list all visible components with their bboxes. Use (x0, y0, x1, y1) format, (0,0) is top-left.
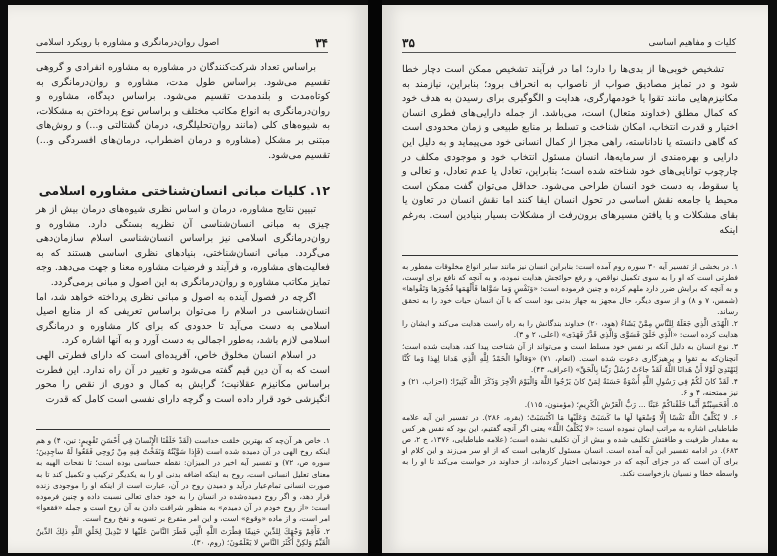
right-page-header (402, 35, 736, 51)
right-page (382, 5, 768, 553)
right-footnote-5: ۵. أَفَحَسِبْتُمْ أَنَّما خَلَقْناكُمْ عَبَثًا ... رَبُّ الْعَرْشِ الْكَرِيمِ؛ (مؤمنون، ۱۱۵). (524, 400, 738, 410)
right-footnote-rule (402, 255, 738, 256)
right-paragraph: تشخیص خوبی‌ها از بدی‌ها را دارد؛ اما در فرآیند تشخیص ممکن است دچار خطا شود و در تمایز مصادیق صواب از ناصواب به انحراف برود؛ بنابراین، نیازمند به مکانیزم‌هایی مانند تقوا یا خودمهارگری، هدایت و الگوگیری برای رسیدن به هدف خود که کمال مطلق (خداوند متعال) است، می‌باشد. از جمله دارایی‌های فطری انسان اختیار و قدرت انتخاب، امکان شناخت و تسلط بر منابع طبیعی و زمان محدودی است که گاهی دانسته یا ناداناسته، راهی مجزا از کمال انسانی خود می‌پیماید و به دلیل این دارایی و بهره‌مندی از سرمایه‌ها، انسان مسئول انتخاب خود و موجودی مکلف در چارچوب توانایی‌های خود شناخته شده است؛ بنابراین، تعادل یا عدم تعادل، و تعالی و یا سقوط، به دست خود انسان طراحی می‌شود. حداقل می‌توان گفت ممکن است محیط یا جامعه نقش اساسی در تحول انسان ایفا کنند اما نقش انسان در تعاون یا بقای مشکلات و یا یافتن مسیرهای برون‌رفت از مشکلات بسیار بنیادین است. به‌رغم اینکه (402, 64, 738, 236)
right-main-text (402, 63, 738, 255)
left-main-text (36, 203, 330, 423)
right-footnotes (402, 261, 738, 541)
right-page-number: ۳۵ (402, 36, 415, 50)
right-footnote-2: ۲. الْهُدَى الَّذِي جَعَلَهُ لِلنَّاسِ مِمَّنْ يَشَاءُ (هود، ۲۰) خداوند بندگانش را به راه راست هدایت می‌کند و ایشان را هدایت کرده است: «الَّذِي خَلَقَ فَسَوَّى وَالَّذِي قَدَّرَ فَهَدَى» (اعلی، ۲ و ۳). (402, 319, 739, 340)
left-page (8, 5, 368, 553)
left-paragraph-2: اگرچه در فصول آینده به اصول و مبانی نظری پرداخته خواهد شد، اما انسان‌شناسی در اسلام را می‌توان براساس تعریفی که از منابع اصیل اسلامی به دست می‌آید تا حدودی که برای کار مشاوره و درمانگری اسلامی لازم باشد، به‌طور اجمالی به دست آورد و به آنها اشاره کرد. (36, 291, 330, 347)
left-footnote-2: ۲. فَأَقِمْ وَجْهَكَ لِلدِّينِ حَنِيفًا فِطْرَتَ اللَّهِ الَّتِي فَطَرَ النَّاسَ عَلَيْها لا تَبْدِيلَ لِخَلْقِ اللَّهِ ذلِكَ الدِّينُ الْقَيِّمُ وَلكِنَّ أَكْثَرَ النَّاسِ لا يَعْلَمُونَ؛ (روم، ۳۰). (36, 526, 330, 547)
left-running-title: اصول روان‌درمانگری و مشاوره با رویکرد اسلامی (36, 38, 220, 48)
left-paragraph-3: در اسلام انسان مخلوق خاص، آفریده‌ای است که دارای فطرتی الهی است که به آن دین قیم گفته می‌شود و تغییر در آن راه ندارد. این فطرت براساس مکانیزم عقلانیت؛ گرایش به کمال و دوری از نقص را محور انگیزشی خود قرار داده است و گرچه دارای نفسی است کامل که قدرت (36, 349, 330, 405)
right-footnote-1: ۱. در بخشی از تفسیر آیه ۳۰ سوره روم آمده است: بنابراین انسان نیز مانند سایر انواع مخلوقات مفطور به فطرتی است که او را به سوی تکمیل نواقص، و رفع حوائجش هدایت نموده، و به آنچه که نافع برای اوست، و به آنچه که برایش ضرر دارد ملهم کرده و چنین فرموده است: «وَنَفْسٍ وَما سَوَّاها فَأَلْهَمَها فُجُورَها وَتَقْواها» (شمس، ۷ و ۸) و از سوی دیگر، حال مجهز به جهاز بدنی بود است که با آن انسان حیات خود را به تحقق رساند. (402, 262, 738, 316)
right-footnote-3: ۳. نوع انسان به دلیل آنکه بر نفس خود مسلط است و می‌تواند از آن شناخت پیدا کند، هدایت شده است؛ آنچنان‌که به تقوا و پرهیزگاری دعوت شده است. (انعام، ۷۱) «وَقالُوا الْحَمْدُ لِلَّهِ الَّذِي هَدانا لِهذا وَما كُنَّا لِنَهْتَدِيَ لَوْلا أَنْ هَدانَا اللَّهُ لَقَدْ جاءَتْ رُسُلُ رَبِّنا بِالْحَقِّ» (اعراف، ۴۳). (402, 342, 738, 374)
left-top-text: براساس تعداد شرکت‌کنندگان در مشاوره به مشاوره انفرادی و گروهی تقسیم می‌شود. براساس طول مدت، مشاوره و روان‌درمانگری به کوتاه‌مدت و بلندمدت تقسیم می‌شود. براساس دیدگاه، مشاوره و روان‌درمانگری به انواع مکاتب مختلف و براساس نوع پرداختن به مشکلات، به شیوه‌های کلی (مانند روان‌تحلیلگری، درمان گشتالتی و...) و روش‌های مبتنی بر مشکل (مشاوره و درمان اضطراب، درمان‌های افسردگی و...) تقسیم می‌شود. (36, 62, 330, 161)
right-footnote-6: ۶. لا يُكَلِّفُ اللَّهُ نَفْسًا إِلَّا وُسْعَها لَها ما كَسَبَتْ وَعَلَيْها مَا اكْتَسَبَتْ؛ (بقره، ۲۸۶). در تفسیر این آیه علامه طباطبایی اشاره به مراتب ایمان نموده است: «لا يُكَلِّفُ اللَّهُ» یعنی اگر آنچه گفتیم، این بود که نفس هر کس به مقدار ظرفیت و طاقتش تکلیف شده و بیش از آن تکلیف نشده است؛ (علامه طباطبایی، ۱۳۷۶، ج ۲، ص ۶۸۳). در ادامه تفسیر این آیه آمده است. انسان مسئول کارهایی است که از او سر می‌زند و این کلام او برای آن است که در جزای آنچه که در خودنمایی اختیار کرده‌اند، از خداوند در خواست می‌کند تا او را به واسطه خطا و نسیان بازخواست نکند. (402, 412, 739, 478)
left-footnote-rule (36, 429, 330, 430)
book-gutter (368, 0, 382, 556)
right-running-title: کلیات و مفاهیم اساسی (648, 38, 736, 48)
left-footnote-1: ۱. خاص هر آن‌چه که بهترین خلقت خداست (لَقَدْ خَلَقْنَا الْإِنْسانَ فِي أَحْسَنِ تَقْوِيمٍ: تین، ۴) و هم اینکه روح الهی در آن دمیده شده است (فَإِذا سَوَّيْتُهُ وَنَفَخْتُ فِيهِ مِنْ رُوحِي فَقَعُوا لَهُ ساجِدِينَ؛ سوره ص، ۷۲) و تفسیر آیه اخیر در المیزان: نقطه حساسی بوده است؛ تا نفحات الهیه به معنای تعلیل انسانی است، روح به اینکه اضافه بدنی او را به یکدیگر ترکیب و تکمیل کند تا به صورت انسانی تمام‌عیار درآید و دمیدن روح در آن، عبارت است از اینکه او را موجودی زنده قرار دهد، و اگر روح دمیده‌شده در انسان را به خود خدای تعالی نسبت داده و چنین فرموده است: «از روح خودم در آن دمیدم» به منظور شرافت دادن به آن روح است و جمله «فقعوا» امر است، و از ماده «وقوع» است، و این امر متفرع بر تسویه و نفخ روح است. (36, 436, 330, 524)
left-footnotes (36, 435, 330, 545)
right-header-rule (402, 52, 736, 53)
left-top-paragraph (36, 61, 330, 161)
left-page-number: ۳۴ (315, 36, 328, 50)
left-header-rule (36, 52, 328, 53)
right-footnote-4: ۴. لَقَدْ كانَ لَكُمْ فِي رَسُولِ اللَّهِ أُسْوَةٌ حَسَنَةٌ لِمَنْ كانَ يَرْجُوا اللَّهَ وَالْيَوْمَ الْآخِرَ وَذَكَرَ اللَّهَ كَثِيرًا؛ (احزاب، ۲۱) و نیز ممتحنه، ۴ و ۶. (402, 377, 738, 398)
section-heading: ۱۲. کلیات مبانی انسان‌شناختی مشاوره اسلامی (38, 183, 330, 198)
left-page-header (36, 35, 328, 51)
left-paragraph-1: تبیین نتایج مشاوره، درمان و اساس نظری شیوه‌های درمان بیش از هر چیزی به مبانی انسان‌شناسی آن نظریه بستگی دارد. مشاوره و روان‌درمانگری اسلامی نیز براساس انسان‌شناسی اسلام سازمان‌دهی می‌گردد. مبانی انسان‌شناختی، بنیادهای نظری اساسی هستند که به فعالیت‌های مشاوره، و فرآیند و فرضیات مشاوره معنا و جهت می‌دهد. وجه تمایز مکاتب مشاوره و روان‌درمانگری به این اصول و مبانی برمی‌گردد. (36, 204, 330, 288)
